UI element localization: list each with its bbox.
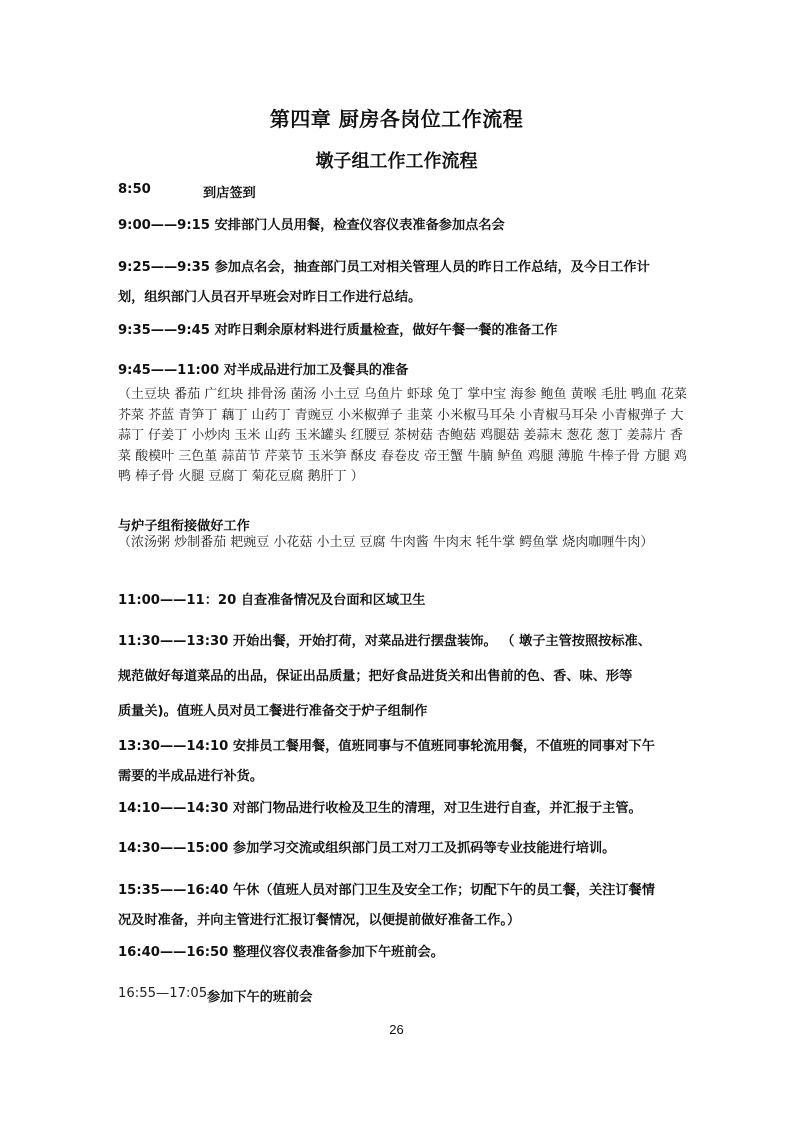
entry-0925-line2: 划，组织部门人员召开早班会对昨日工作进行总结。 — [118, 290, 422, 305]
prep-ingredient-list: （土豆块 番茄 广红块 排骨汤 菌汤 小土豆 乌鱼片 虾球 兔丁 掌中宝 海参 鲍鱼 黄喉 毛肚 鸭血 花菜 芥菜 芥蓝 青笋丁 藕丁 山药丁 青豌豆 小米椒弹子 韭菜 小米椒马耳朵 小青椒马耳朵 小青椒弹子 大蒜丁 仔姜丁 小炒肉 玉米 山药 玉米罐头 红腰豆 茶树菇 杏鲍菇 鸡腿菇 姜蒜末 葱花 葱丁 姜蒜片 香菜 酸模叶 三色堇 蒜苗节 芹菜节 玉米笋 酥皮 春卷皮 帝王蟹 牛腩 鲈鱼 鸡腿 薄脆 牛棒子骨 方腿 鸡鸭 棒子骨 火腿 豆腐丁 菊花豆腐 鹅肝丁 ） — [118, 387, 687, 484]
entry-0945: 9:45——11:00 对半成品进行加工及餐具的准备 — [118, 363, 409, 378]
entry-0925-line1: 9:25——9:35 参加点名会，抽查部门员工对相关管理人员的昨日工作总结，及今日工作计 — [118, 260, 650, 275]
entry-1330-line1: 13:30——14:10 安排员工餐用餐，值班同事与不值班同事轮流用餐，不值班的同事对下午 — [118, 739, 655, 754]
entry-1430: 14:30——15:00 参加学习交流或组织部门员工对刀工及抓码等专业技能进行培训。 — [118, 841, 616, 856]
stove-item-list: （浓汤粥 炒制番茄 耙豌豆 小花菇 小土豆 豆腐 牛肉酱 牛肉末 牦牛掌 鳄鱼掌 烧肉咖喱牛肉） — [118, 535, 654, 550]
entry-1410: 14:10——14:30 对部门物品进行收检及卫生的清理，对卫生进行自查，并汇报于主管。 — [118, 801, 642, 816]
entry-1535-line1: 15:35——16:40 午休（值班人员对部门卫生及安全工作；切配下午的员工餐，关注订餐情 — [118, 883, 655, 898]
entry-0900: 9:00——9:15 安排部门人员用餐，检查仪容仪表准备参加点名会 — [118, 218, 505, 233]
entry-text-1655: 参加下午的班前会 — [207, 990, 313, 1005]
entry-1330-line2: 需要的半成品进行补货。 — [118, 769, 264, 784]
entry-1535-line2: 况及时准备，并向主管进行汇报订餐情况，以便提前做好准备工作。） — [118, 913, 521, 928]
chapter-title: 第四章 厨房各岗位工作流程 — [269, 107, 524, 131]
entry-1130-line1: 11:30——13:30 开始出餐，开始打荷，对菜品进行摆盘装饰。 （ 墩子主管按照按标准、 — [118, 634, 651, 649]
entry-1640: 16:40——16:50 整理仪容仪表准备参加下午班前会。 — [118, 945, 444, 960]
entry-text-0850: 到店签到 — [203, 186, 256, 201]
entry-1130-line2: 规范做好每道菜品的出品，保证出品质量；把好食品进货关和出售前的色、香、味、形等 — [118, 669, 633, 684]
page-number: 26 — [389, 1022, 404, 1037]
entry-stove-handoff: 与炉子组衔接做好工作 — [118, 519, 250, 534]
entry-time-1655: 16:55—17:05 — [118, 986, 208, 1001]
entry-1130-line3: 质量关)。值班人员对员工餐进行准备交于炉子组制作 — [118, 704, 428, 719]
entry-0935: 9:35——9:45 对昨日剩余原材料进行质量检查，做好午餐一餐的准备工作 — [118, 323, 558, 338]
entry-1100: 11:00——11：20 自查准备情况及台面和区域卫生 — [118, 593, 426, 608]
section-title: 墩子组工作工作流程 — [315, 151, 478, 172]
entry-time-0850: 8:50 — [118, 182, 151, 197]
